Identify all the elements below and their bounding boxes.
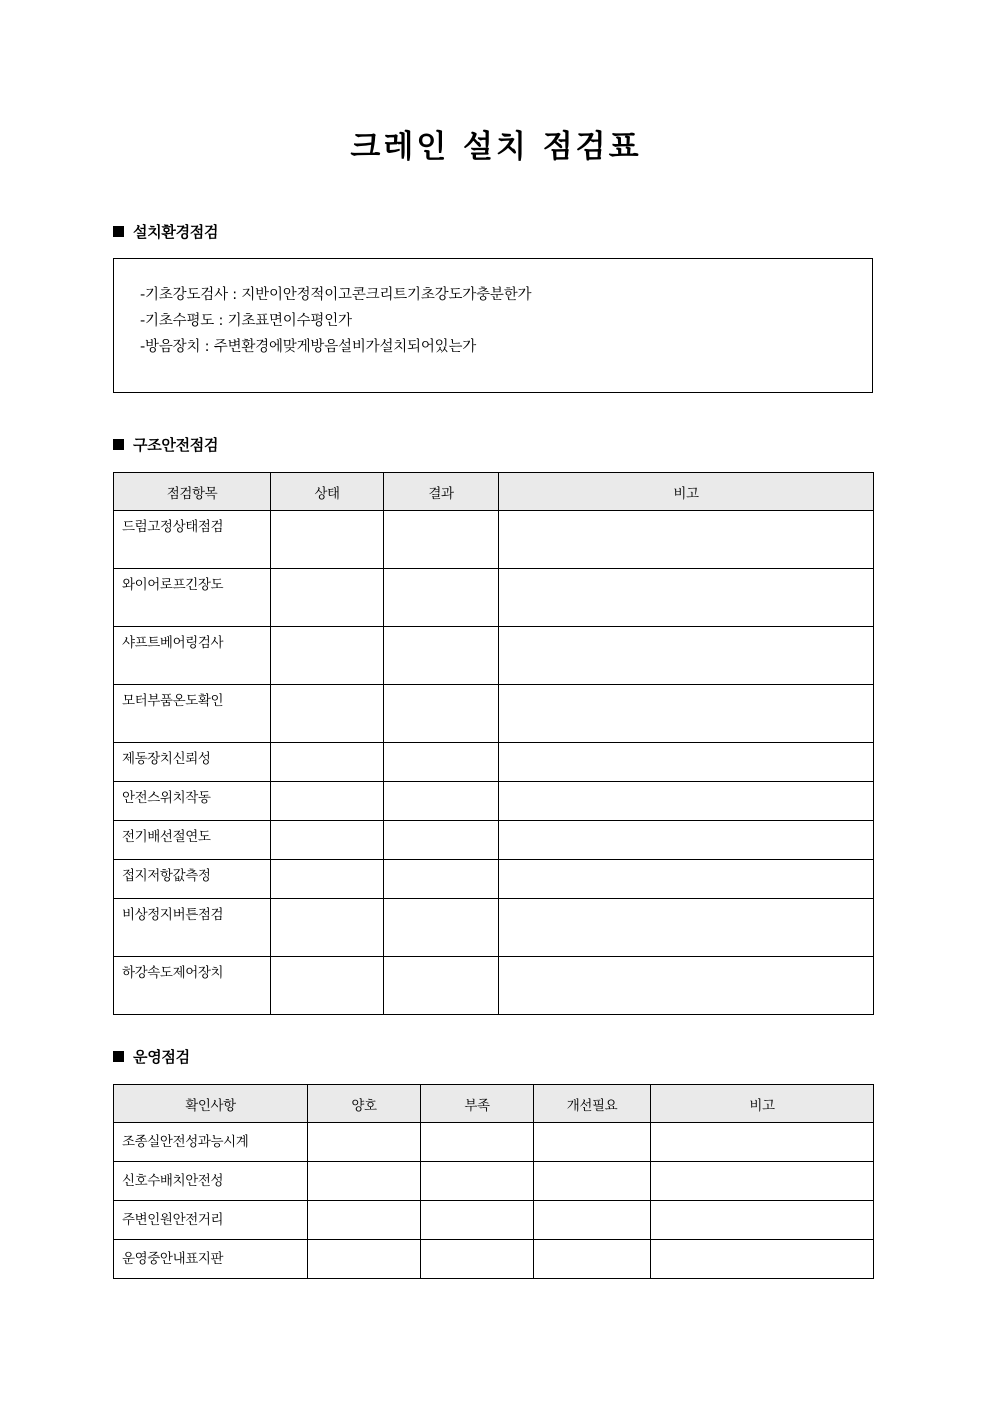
cell-result[interactable]	[384, 627, 499, 685]
cell-status[interactable]	[271, 782, 384, 821]
cell-status[interactable]	[271, 860, 384, 899]
section-heading-structural	[113, 434, 218, 455]
cell-needs-improvement[interactable]	[534, 1240, 651, 1279]
cell-lacking[interactable]	[421, 1123, 534, 1162]
cell-result[interactable]	[384, 685, 499, 743]
cell-item: 드럼고정상태점검	[114, 511, 271, 569]
section-heading-operation-label: 운영점검	[133, 1048, 190, 1066]
column-header-remarks: 비고	[499, 473, 874, 511]
table-row	[114, 511, 874, 569]
cell-item: 샤프트베어링검사	[114, 627, 271, 685]
section-heading-structural-label: 구조안전점검	[133, 436, 219, 454]
environment-line: -기초강도검사 : 지반이안정적이고콘크리트기초강도가충분한가	[140, 287, 532, 303]
table-row	[114, 1162, 874, 1201]
column-header-lacking: 부족	[421, 1085, 534, 1123]
section-heading-operation	[113, 1046, 190, 1067]
environment-line: -방음장치 : 주변환경에맞게방음설비가설치되어있는가	[140, 339, 477, 355]
cell-result[interactable]	[384, 743, 499, 782]
cell-status[interactable]	[271, 511, 384, 569]
cell-remarks[interactable]	[499, 569, 874, 627]
table-header-row	[114, 473, 874, 511]
cell-check-item: 운영중안내표지판	[114, 1240, 308, 1279]
cell-remarks[interactable]	[499, 627, 874, 685]
table-row	[114, 1201, 874, 1240]
page-title: 크레인 설치 점검표	[350, 129, 642, 165]
column-header-check-item: 확인사항	[114, 1085, 308, 1123]
cell-remarks[interactable]	[499, 511, 874, 569]
cell-result[interactable]	[384, 511, 499, 569]
column-header-remarks: 비고	[651, 1085, 874, 1123]
cell-check-item: 주변인원안전거리	[114, 1201, 308, 1240]
operation-inspection-table	[113, 1084, 874, 1279]
cell-item: 안전스위치작동	[114, 782, 271, 821]
column-header-item: 점검항목	[114, 473, 271, 511]
cell-item: 전기배선절연도	[114, 821, 271, 860]
table-header-row	[114, 1085, 874, 1123]
table-row	[114, 1123, 874, 1162]
cell-remarks[interactable]	[499, 821, 874, 860]
table-row	[114, 957, 874, 1015]
black-square-bullet-icon	[113, 226, 124, 237]
cell-status[interactable]	[271, 685, 384, 743]
column-header-good: 양호	[308, 1085, 421, 1123]
cell-check-item: 신호수배치안전성	[114, 1162, 308, 1201]
cell-good[interactable]	[308, 1240, 421, 1279]
table-row	[114, 860, 874, 899]
cell-lacking[interactable]	[421, 1201, 534, 1240]
cell-item: 제동장치신뢰성	[114, 743, 271, 782]
cell-item: 모터부품온도확인	[114, 685, 271, 743]
cell-needs-improvement[interactable]	[534, 1162, 651, 1201]
cell-remarks[interactable]	[499, 685, 874, 743]
cell-remarks[interactable]	[499, 782, 874, 821]
black-square-bullet-icon	[113, 1051, 124, 1062]
cell-item: 접지저항값측정	[114, 860, 271, 899]
cell-remarks[interactable]	[499, 743, 874, 782]
cell-result[interactable]	[384, 957, 499, 1015]
cell-remarks[interactable]	[499, 957, 874, 1015]
cell-remarks[interactable]	[651, 1240, 874, 1279]
cell-good[interactable]	[308, 1201, 421, 1240]
cell-good[interactable]	[308, 1162, 421, 1201]
cell-check-item: 조종실안전성과능시계	[114, 1123, 308, 1162]
cell-status[interactable]	[271, 957, 384, 1015]
cell-remarks[interactable]	[499, 899, 874, 957]
cell-needs-improvement[interactable]	[534, 1201, 651, 1240]
cell-item: 와이어로프긴장도	[114, 569, 271, 627]
column-header-status: 상태	[271, 473, 384, 511]
cell-result[interactable]	[384, 821, 499, 860]
table-row	[114, 685, 874, 743]
table-row	[114, 743, 874, 782]
cell-remarks[interactable]	[651, 1201, 874, 1240]
cell-status[interactable]	[271, 899, 384, 957]
cell-remarks[interactable]	[651, 1123, 874, 1162]
table-row	[114, 569, 874, 627]
cell-remarks[interactable]	[499, 860, 874, 899]
structural-safety-table	[113, 472, 874, 1015]
cell-lacking[interactable]	[421, 1240, 534, 1279]
cell-remarks[interactable]	[651, 1162, 874, 1201]
table-row	[114, 899, 874, 957]
black-square-bullet-icon	[113, 439, 124, 450]
cell-status[interactable]	[271, 743, 384, 782]
column-header-needs-improvement: 개선필요	[534, 1085, 651, 1123]
section-heading-environment	[113, 221, 218, 242]
table-row	[114, 627, 874, 685]
table-row	[114, 821, 874, 860]
cell-result[interactable]	[384, 782, 499, 821]
cell-needs-improvement[interactable]	[534, 1123, 651, 1162]
cell-item: 비상정지버튼점검	[114, 899, 271, 957]
environment-inspection-box	[113, 258, 873, 393]
table-row	[114, 782, 874, 821]
column-header-result: 결과	[384, 473, 499, 511]
environment-line: -기초수평도 : 기초표면이수평인가	[140, 313, 352, 329]
cell-good[interactable]	[308, 1123, 421, 1162]
section-heading-environment-label: 설치환경점검	[133, 223, 219, 241]
cell-lacking[interactable]	[421, 1162, 534, 1201]
cell-status[interactable]	[271, 569, 384, 627]
cell-status[interactable]	[271, 821, 384, 860]
table-row	[114, 1240, 874, 1279]
cell-item: 하강속도제어장치	[114, 957, 271, 1015]
cell-result[interactable]	[384, 569, 499, 627]
cell-result[interactable]	[384, 899, 499, 957]
cell-status[interactable]	[271, 627, 384, 685]
cell-result[interactable]	[384, 860, 499, 899]
